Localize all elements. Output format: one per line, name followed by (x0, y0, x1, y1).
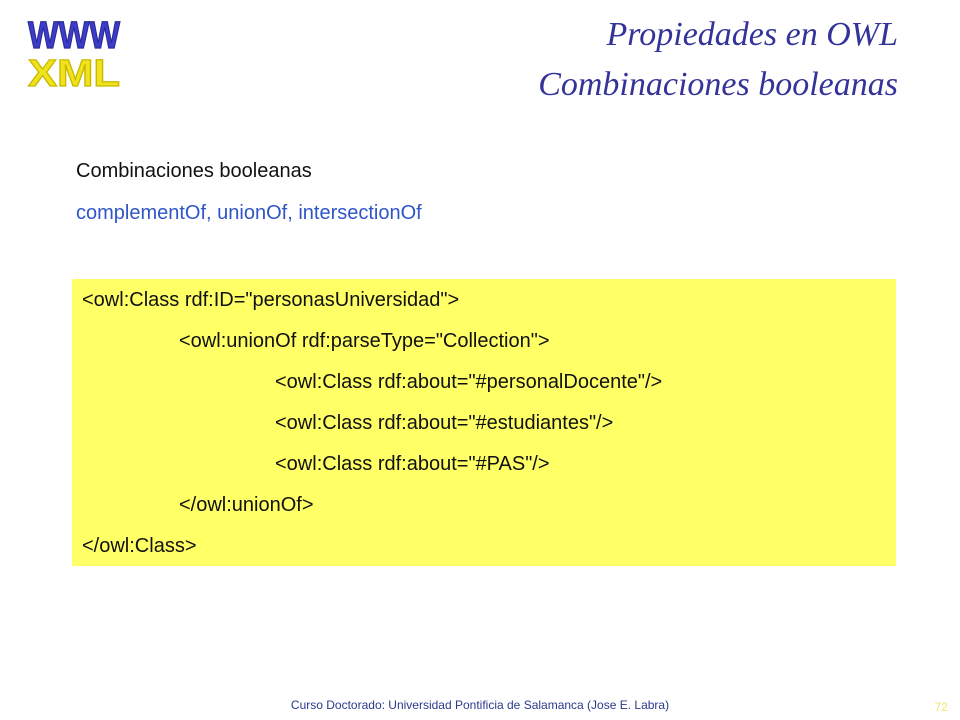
www-xml-logo (26, 12, 126, 90)
code-line: <owl:unionOf rdf:parseType="Collection"> (179, 330, 550, 352)
code-line: <owl:Class rdf:about="#personalDocente"/> (275, 371, 663, 393)
slide-title (338, 10, 898, 110)
code-block (72, 279, 896, 566)
code-line: <owl:Class rdf:ID="personasUniversidad"> (82, 289, 460, 311)
code-line: </owl:Class> (82, 535, 197, 557)
code-line: </owl:unionOf> (179, 494, 314, 516)
logo-xml-text: XML (28, 53, 120, 90)
title-line-1: Propiedades en OWL (606, 16, 898, 53)
code-line: <owl:Class rdf:about="#PAS"/> (275, 453, 550, 475)
footer-text: Curso Doctorado: Universidad Pontificia de Salamanca (Jose E. Labra) (290, 698, 670, 712)
logo-www-text: WWW (28, 15, 121, 57)
code-line: <owl:Class rdf:about="#estudiantes"/> (275, 412, 614, 434)
title-line-2: Combinaciones booleanas (538, 66, 898, 103)
section-heading: Combinaciones booleanas (76, 160, 312, 182)
section-subheading: complementOf, unionOf, intersectionOf (76, 202, 422, 224)
page-number: 72 (934, 700, 948, 714)
